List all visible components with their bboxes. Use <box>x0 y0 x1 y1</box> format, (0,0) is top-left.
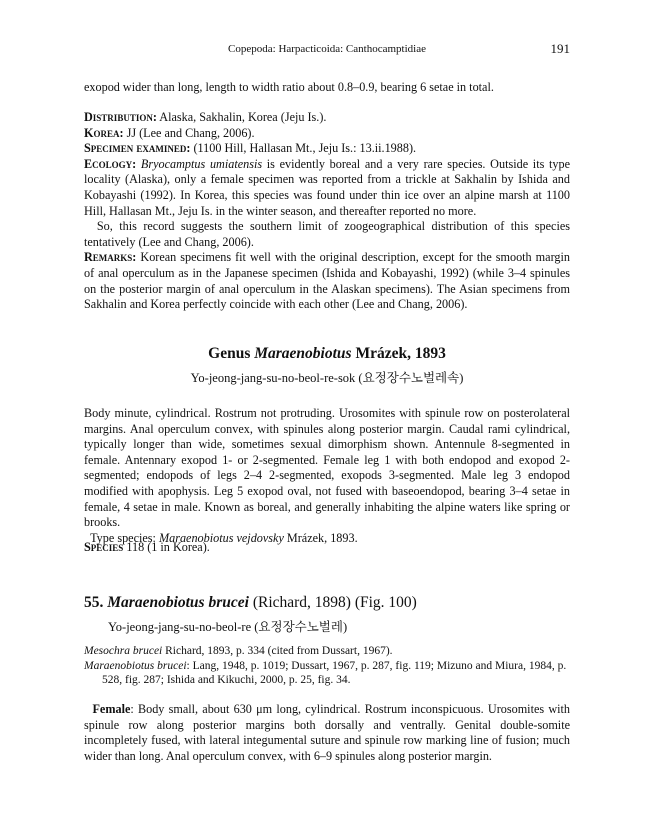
species-name: Maraenobiotus brucei <box>107 594 249 611</box>
species-count <box>84 540 570 556</box>
species-count-text: 118 (1 in Korea). <box>123 540 210 554</box>
species-heading <box>84 594 417 612</box>
synonym-2 <box>84 659 570 688</box>
genus-author: Mrázek, 1893 <box>351 345 446 362</box>
species-number: 55. <box>84 594 104 611</box>
page-number: 191 <box>550 41 570 56</box>
ecology-para-2 <box>84 219 570 250</box>
intro-line: exopod wider than long, length to width ratio about 0.8–0.9, bearing 6 setae in total. <box>84 80 494 94</box>
species-count-para <box>84 540 570 556</box>
ecology-species: Bryocamptus umiatensis <box>140 156 263 171</box>
genus-prefix: Genus <box>208 345 255 362</box>
synonym-1-text: Richard, 1893, p. 334 (cited from Dussart, 1967). <box>162 645 393 657</box>
species-author: (Richard, 1898) (Fig. 100) <box>248 594 417 611</box>
female-para <box>84 702 570 764</box>
running-title: Copepoda: Harpacticoida: Canthocamptidiae <box>228 43 426 55</box>
ecology-para <box>84 157 570 219</box>
type-species-name: Maraenobiotus vejdovsky <box>158 530 284 545</box>
type-species-author: Mrázek, 1893. <box>283 530 358 545</box>
ecology-text: is evidently boreal and a very rare species. Outside its type locality (Alaska), only a female specimen was reported from a trickle at Sakhalin by Ishida and Kobayashi (1992). In Korea, this species was found under thin ice over an alpine marsh at 1100 Hill, Hallasan Mt., Jeju Is. in the winter season, and thereafter reported no more. <box>84 156 571 218</box>
female-label: Female <box>92 702 131 716</box>
specimen-text: (1100 Hill, Hallasan Mt., Jeju Is.: 13.ii.1988). <box>190 141 417 156</box>
korea-text: JJ (Lee and Chang, 2006). <box>123 125 255 140</box>
species-korean-name: Yo-jeong-jang-su-no-beol-re (요정장수노벌레) <box>108 620 348 634</box>
distribution-text: Alaska, Sakhalin, Korea (Jeju Is.). <box>156 110 327 124</box>
remarks-para <box>84 250 570 312</box>
distribution-label: Distribution: <box>84 110 157 124</box>
female-text: : Body small, about 630 μm long, cylindrical. Rostrum inconspicuous. Urosomites with spinule row along posterior margins both dorsally and ventrally. Genital double-somite incompletely fused, with lateral integumental suture and spinule row marking line of fusion; much wider than long. Anal operculum convex, with 6–9 spinules along posterior margin. <box>84 702 571 763</box>
synonymy <box>84 644 570 688</box>
genus-name: Maraenobiotus <box>254 345 352 362</box>
synonym-1 <box>84 644 570 659</box>
korea-label: Korea: <box>84 125 124 140</box>
species-notes <box>84 110 570 313</box>
synonym-1-name: Mesochra brucei <box>84 645 163 657</box>
ecology-text-2: So, this record suggests the southern limit of zoogeographical distribution of this species tentatively (Lee and Chang, 2006). <box>84 219 571 249</box>
genus-heading <box>84 345 570 363</box>
synonym-2-text: : Lang, 1948, p. 1019; Dussart, 1967, p. 287, fig. 119; Mizuno and Miura, 1984, p. 528, fig. 287; Ishida and Kikuchi, 2000, p. 25, fig. 34. <box>102 659 567 687</box>
synonym-2-name: Maraenobiotus brucei <box>84 659 187 672</box>
specimen-para <box>84 141 570 157</box>
korea-para <box>84 126 570 142</box>
genus-description-block <box>84 406 570 546</box>
genus-korean-name: Yo-jeong-jang-su-no-beol-re-sok (요정장수노벌레속) <box>190 371 464 385</box>
type-species-label: Type species: <box>90 530 159 545</box>
female-description <box>84 702 570 764</box>
genus-description: Body minute, cylindrical. Rostrum not protruding. Urosomites with spinule row on posterolateral margins. Anal operculum convex, with spinules along posterior margin. Caudal rami cylindrical, typically longer than wide, sometimes sexual dimorphism shown. Antennule 8-segmented in female. Antennary exopod 1- or 2-segmented. Female leg 1 with both endopod and exopod 2-segmented; endopods of legs 2–4 2-segmented, exopods 3-segmented. Male leg 3 endopod modified with apophysis. Leg 5 exopod oval, not fused with baseoendopod, bearing 3–4 setae in female, 4 setae in male. Known as boreal, and generally inhabiting the alpine waters like spring or brooks. <box>84 406 570 530</box>
intro-block <box>84 80 570 96</box>
remarks-text: Korean specimens fit well with the original description, except for the smooth margin of anal operculum as in the Japanese specimen (Ishida and Kobayashi, 1992) (while 3–4 spinules on the posterior margin of anal operculum in the Alaskan specimens). The Asian specimens from Sakhalin and Korea perfectly coincide with each other (Lee and Chang, 2006). <box>84 250 570 312</box>
ecology-label: Ecology: <box>84 156 137 171</box>
remarks-label: Remarks: <box>84 250 137 265</box>
species-count-label: Species <box>84 540 124 554</box>
specimen-label: Specimen examined: <box>84 141 191 156</box>
distribution-para <box>84 110 570 126</box>
